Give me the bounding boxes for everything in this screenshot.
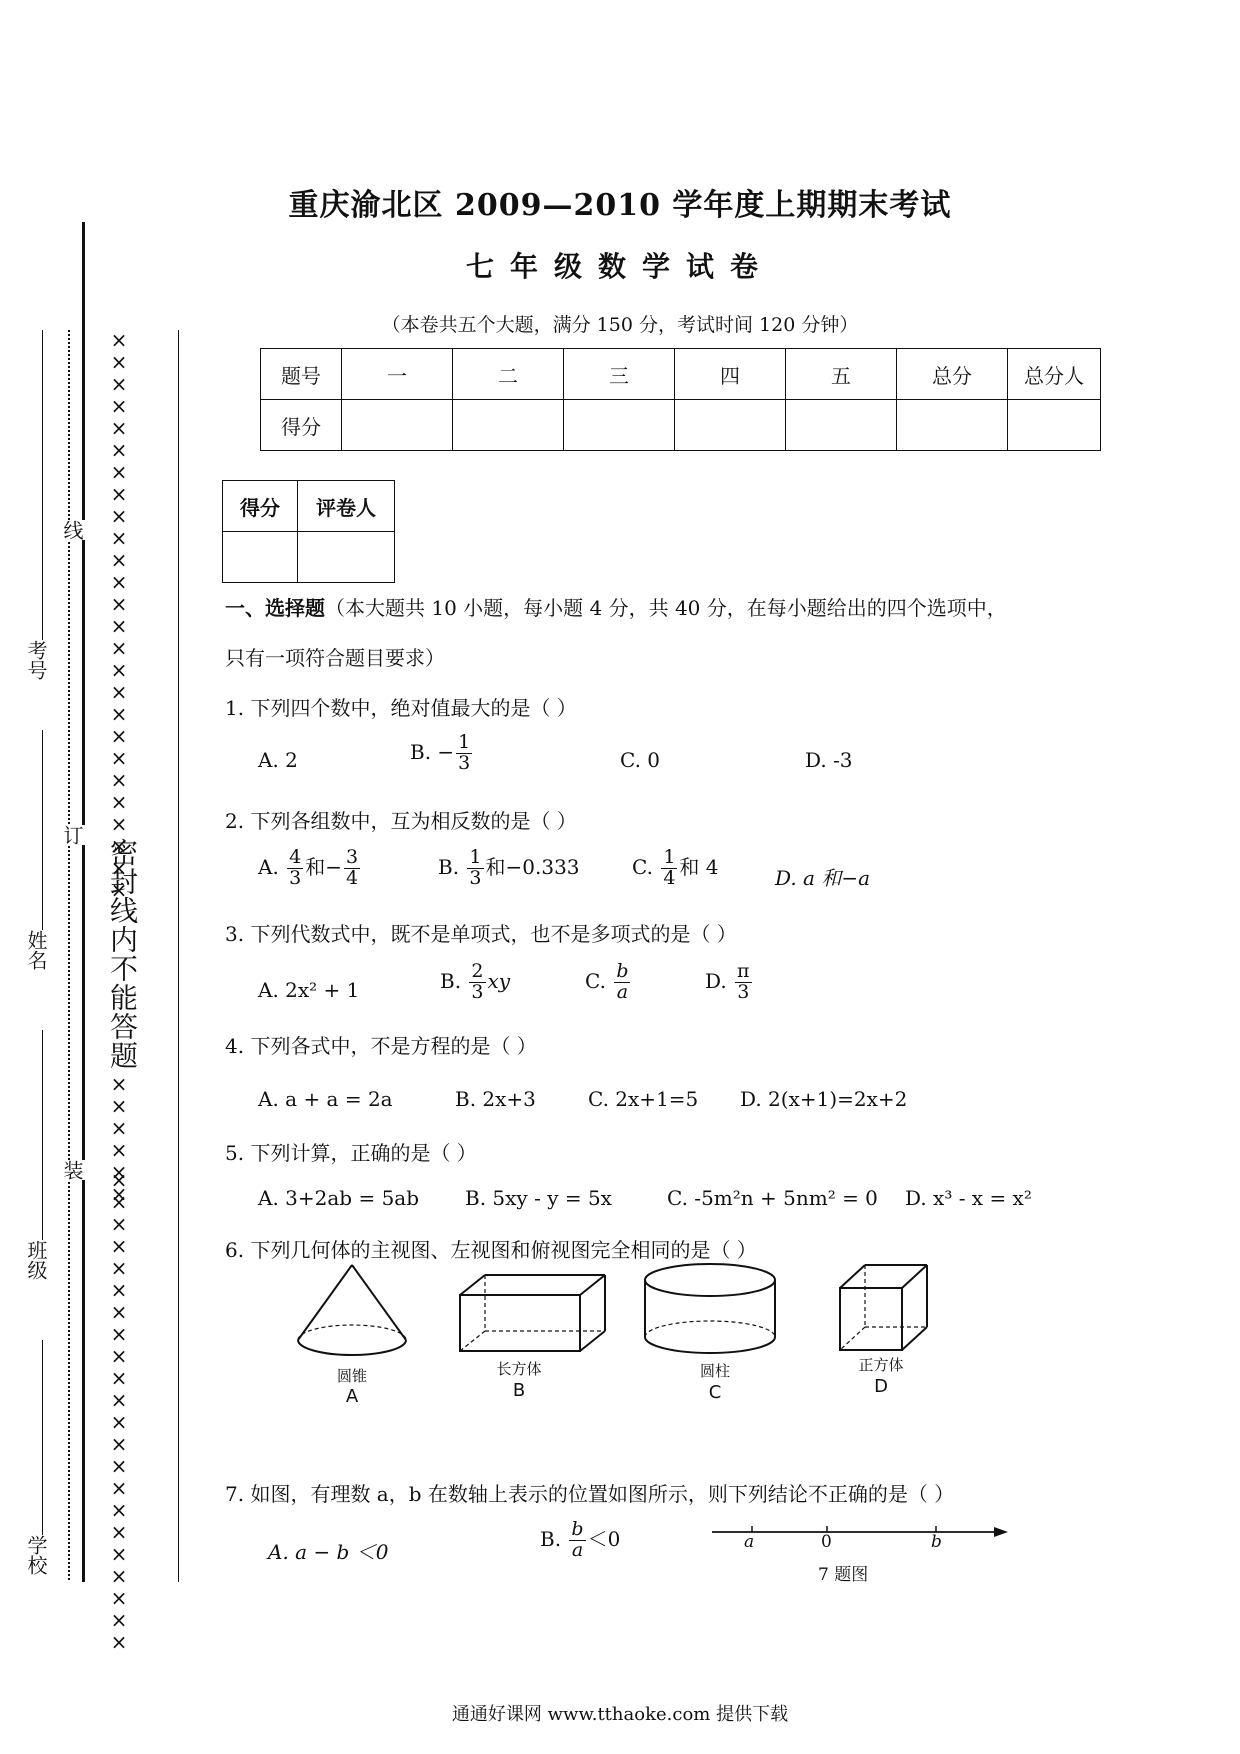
q7-b-prefix: B. — [540, 1526, 562, 1551]
fraction-denominator: 3 — [737, 980, 750, 1003]
grader-score-cell[interactable] — [223, 532, 298, 583]
grader-score-label: 得分 — [223, 481, 298, 532]
fraction-denominator: a — [571, 1538, 584, 1561]
score-input-cell[interactable] — [342, 400, 453, 451]
fraction-denominator: 4 — [663, 866, 676, 889]
q3-d-prefix: D. — [705, 968, 727, 993]
binding-line-inner — [178, 330, 179, 1582]
q3-option-c[interactable] — [585, 962, 632, 1003]
number-line-caption: 7 题图 — [818, 1565, 869, 1585]
q5-option-c[interactable]: C. -5m²n + 5nm² = 0 — [667, 1186, 878, 1210]
fraction-numerator: 3 — [346, 846, 359, 868]
binding-label-kaohao: 考号 — [24, 640, 48, 680]
q2-c-fraction — [661, 848, 677, 889]
q7-stem: 7. 如图，有理数 a，b 在数轴上表示的位置如图所示，则下列结论不正确的是（ ） — [225, 1482, 955, 1506]
number-line — [710, 1520, 1010, 1560]
name-underline-4 — [42, 1340, 43, 1535]
fraction-denominator: 4 — [346, 866, 359, 889]
name-underline-3 — [42, 1030, 43, 1240]
score-cell: 四 — [675, 349, 786, 400]
score-input-cell[interactable] — [453, 400, 564, 451]
shape-letter-a: A — [345, 1386, 359, 1407]
q4-option-a[interactable]: A. a + a = 2a — [258, 1087, 393, 1111]
score-input-cell[interactable] — [897, 400, 1008, 451]
number-line-label-b: b — [931, 1532, 942, 1552]
fraction-denominator: 3 — [471, 980, 484, 1003]
score-input-cell[interactable] — [1008, 400, 1101, 451]
shape-letter-d: D — [874, 1376, 888, 1397]
fraction-numerator: 1 — [469, 846, 482, 868]
q1-b-fraction — [456, 733, 472, 774]
grader-name-label: 评卷人 — [298, 481, 395, 532]
cross-marks-bottom: ×××××××××××××××××××××× — [107, 1168, 131, 1652]
score-cell: 总分 — [897, 349, 1008, 400]
q4-option-d[interactable]: D. 2(x+1)=2x+2 — [740, 1087, 908, 1111]
score-cell: 五 — [786, 349, 897, 400]
sealed-warning: 密封线内不能答题 — [106, 838, 139, 1070]
q3-option-a[interactable]: A. 2x² + 1 — [258, 978, 360, 1002]
q5-option-a[interactable]: A. 3+2ab = 5ab — [258, 1186, 420, 1210]
section1-line1 — [225, 592, 1007, 621]
footer: 通通好课网 www.tthaoke.com 提供下载 — [451, 1704, 789, 1725]
q1-option-c[interactable]: C. 0 — [620, 748, 661, 772]
q5-option-d[interactable]: D. x³ - x = x² — [905, 1186, 1032, 1210]
cone-figure — [298, 1265, 406, 1355]
cuboid-figure — [460, 1275, 605, 1351]
score-cell: 总分人 — [1008, 349, 1101, 400]
q3-b-suffix: xy — [487, 968, 511, 993]
section1-heading: 一、选择题 — [225, 596, 325, 620]
exam-subtitle: 七年级数学试卷 — [465, 250, 774, 283]
binding-line-outer — [82, 222, 85, 1582]
score-table-header-row — [261, 349, 1101, 400]
q4-option-b[interactable]: B. 2x+3 — [455, 1087, 536, 1111]
q4-stem: 4. 下列各式中，不是方程的是（ ） — [225, 1034, 537, 1058]
cross-marks-top: ×××××××××××××××××××××××××× — [107, 328, 131, 900]
score-input-cell[interactable] — [675, 400, 786, 451]
q2-a-fraction-2 — [344, 848, 360, 889]
number-line-label-0: 0 — [821, 1532, 832, 1552]
exam-note: （本卷共五个大题，满分 150 分，考试时间 120 分钟） — [381, 314, 859, 336]
fraction-numerator: 4 — [289, 846, 302, 868]
fraction-numerator: b — [571, 1518, 584, 1540]
q2-option-a[interactable] — [258, 848, 362, 889]
q7-option-b[interactable] — [540, 1520, 620, 1561]
binding-word-xian: 线 — [58, 520, 87, 540]
score-row-label: 得分 — [261, 400, 342, 451]
q3-d-fraction — [735, 962, 752, 1003]
q2-a-mid: 和− — [305, 854, 343, 879]
section1-desc2: 只有一项符合题目要求） — [225, 646, 445, 670]
grader-name-cell[interactable] — [298, 532, 395, 583]
score-input-cell[interactable] — [564, 400, 675, 451]
shape-letter-b: B — [512, 1380, 526, 1401]
fraction-numerator: 1 — [663, 846, 676, 868]
score-cell: 二 — [453, 349, 564, 400]
score-cell: 三 — [564, 349, 675, 400]
fraction-numerator: π — [737, 960, 750, 982]
q1-option-a[interactable]: A. 2 — [258, 748, 298, 772]
q5-option-b[interactable]: B. 5xy - y = 5x — [465, 1186, 612, 1210]
fraction-denominator: a — [616, 980, 629, 1003]
score-cell: 题号 — [261, 349, 342, 400]
q2-a-fraction-1 — [287, 848, 303, 889]
binding-word-ding: 订 — [58, 825, 87, 845]
q3-c-fraction — [614, 962, 630, 1003]
number-line-arrow — [994, 1527, 1008, 1537]
dotted-line — [68, 330, 70, 1580]
fraction-numerator: 1 — [458, 731, 471, 753]
q3-b-prefix: B. — [440, 968, 462, 993]
q3-option-b[interactable] — [440, 962, 510, 1003]
q6-stem: 6. 下列几何体的主视图、左视图和俯视图完全相同的是（ ） — [225, 1238, 757, 1262]
q1-b-prefix: B. − — [410, 739, 455, 764]
q3-stem: 3. 下列代数式中，既不是单项式，也不是多项式的是（ ） — [225, 922, 737, 946]
section1-desc1: （本大题共 10 小题，每小题 4 分，共 40 分，在每小题给出的四个选项中， — [325, 596, 1007, 620]
name-underline-1 — [42, 330, 43, 640]
binding-word-zhuang: 装 — [58, 1160, 87, 1180]
cube-figure — [840, 1265, 927, 1350]
binding-label-school: 学校 — [24, 1535, 48, 1575]
q3-option-d[interactable] — [705, 962, 754, 1003]
score-cell: 一 — [342, 349, 453, 400]
q1-option-b[interactable] — [410, 733, 474, 774]
q2-option-d[interactable]: D. a 和−a — [775, 866, 870, 890]
q4-option-c[interactable]: C. 2x+1=5 — [588, 1087, 699, 1111]
name-underline-2 — [42, 730, 43, 930]
shape-name-cube: 正方体 — [858, 1356, 904, 1374]
q2-b-suffix: 和−0.333 — [485, 854, 580, 879]
shape-name-cone: 圆锥 — [336, 1367, 367, 1385]
q7-option-a[interactable]: A. a − b ＜0 — [268, 1540, 389, 1564]
shape-letter-c: C — [708, 1382, 722, 1403]
grader-table — [222, 480, 395, 583]
q2-b-fraction — [467, 848, 483, 889]
fraction-numerator: b — [616, 960, 629, 982]
cylinder-figure — [645, 1264, 775, 1353]
q2-option-b[interactable] — [438, 848, 580, 889]
score-table-score-row — [261, 400, 1101, 451]
binding-label-name: 姓名 — [24, 930, 48, 970]
score-table — [260, 348, 1101, 451]
fraction-denominator: 3 — [458, 751, 471, 774]
fraction-numerator: 2 — [471, 960, 484, 982]
exam-title: 重庆渝北区 2009—2010 学年度上期期末考试 — [288, 188, 952, 223]
q3-c-prefix: C. — [585, 968, 606, 993]
fraction-denominator: 3 — [469, 866, 482, 889]
q2-c-suffix: 和 4 — [679, 854, 719, 879]
score-input-cell[interactable] — [786, 400, 897, 451]
q2-a-prefix: A. — [258, 854, 279, 879]
binding-label-class: 班级 — [24, 1240, 48, 1280]
cross-marks-mid: ×××××× — [107, 1072, 131, 1204]
q7-b-suffix: ＜0 — [587, 1526, 621, 1551]
shape-name-cylinder: 圆柱 — [699, 1362, 730, 1380]
q2-c-prefix: C. — [632, 854, 653, 879]
q2-b-prefix: B. — [438, 854, 460, 879]
q7-b-fraction — [569, 1520, 585, 1561]
q5-stem: 5. 下列计算，正确的是（ ） — [225, 1141, 477, 1165]
q1-option-d[interactable]: D. -3 — [805, 748, 853, 772]
q2-stem: 2. 下列各组数中，互为相反数的是（ ） — [225, 809, 577, 833]
q2-option-c[interactable] — [632, 848, 719, 889]
fraction-denominator: 3 — [289, 866, 302, 889]
q3-b-fraction — [469, 962, 485, 1003]
q1-stem: 1. 下列四个数中，绝对值最大的是（ ） — [225, 696, 577, 720]
shape-name-cuboid: 长方体 — [496, 1360, 542, 1378]
number-line-label-a: a — [744, 1532, 755, 1552]
